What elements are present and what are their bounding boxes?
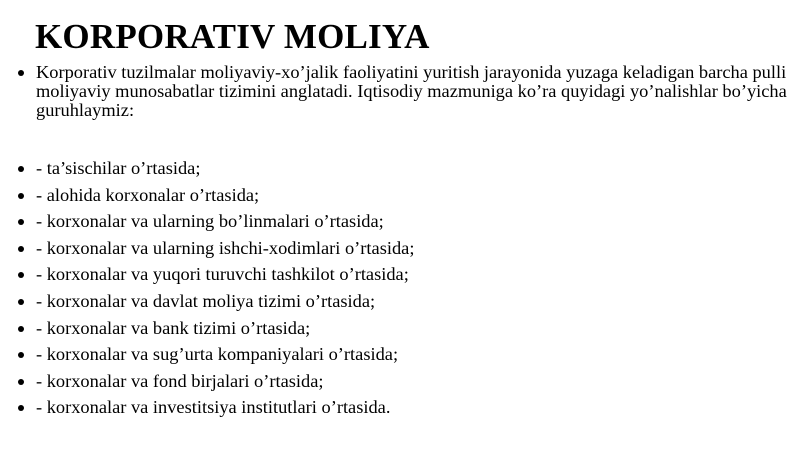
list-item (18, 182, 788, 209)
list-item (18, 208, 788, 235)
list-item-text: - korxonalar va yuqori turuvchi tashkilot o’rtasida; (36, 264, 409, 285)
list-item-text: - korxonalar va sug’urta kompaniyalari o’rtasida; (36, 344, 399, 365)
list-item (18, 368, 788, 395)
bullet-icon (18, 219, 24, 225)
bullet-icon (18, 299, 24, 305)
intro-list (18, 63, 788, 120)
list-item (18, 288, 788, 315)
list-item (18, 341, 788, 368)
list-item (18, 235, 788, 262)
bullet-icon (18, 405, 24, 411)
list-item (18, 315, 788, 342)
list-item (18, 261, 788, 288)
list-item-text: - alohida korxonalar o’rtasida; (36, 184, 260, 205)
bullet-icon (18, 166, 24, 172)
intro-paragraph (18, 63, 788, 120)
list-item-text: - korxonalar va ularning bo’linmalari o’rtasida; (36, 211, 384, 232)
intro-text: Korporativ tuzilmalar moliyaviy-xo’jalik faoliyatini yuritish jarayonida yuzaga keladigan barcha pulli moliyaviy munosabatlar tizimini anglatadi. Iqtisodiy mazmuniga ko’ra quyidagi yo’nalishlar bo’yicha guruhlaymiz: (36, 62, 787, 120)
list-item-text: - korxonalar va investitsiya institutlari o’rtasida. (36, 397, 391, 418)
bullet-icon (18, 272, 24, 278)
bullet-icon (18, 246, 24, 252)
list-item-text: - korxonalar va bank tizimi o’rtasida; (36, 317, 311, 338)
relations-list (18, 155, 788, 421)
list-item-text: - ta’sischilar o’rtasida; (36, 158, 201, 178)
list-item (18, 394, 788, 421)
bullet-icon (18, 379, 24, 385)
list-item-text: - korxonalar va ularning ishchi-xodimlari o’rtasida; (36, 237, 415, 258)
list-item-text: - korxonalar va davlat moliya tizimi o’rtasida; (36, 290, 376, 311)
bullet-icon (18, 70, 24, 76)
slide-title: KORPORATIV MOLIYA (35, 17, 430, 56)
bullet-icon (18, 352, 24, 358)
bullet-icon (18, 326, 24, 332)
list-item-text: - korxonalar va fond birjalari o’rtasida; (36, 370, 324, 391)
bullet-icon (18, 193, 24, 199)
list-item (18, 155, 788, 182)
